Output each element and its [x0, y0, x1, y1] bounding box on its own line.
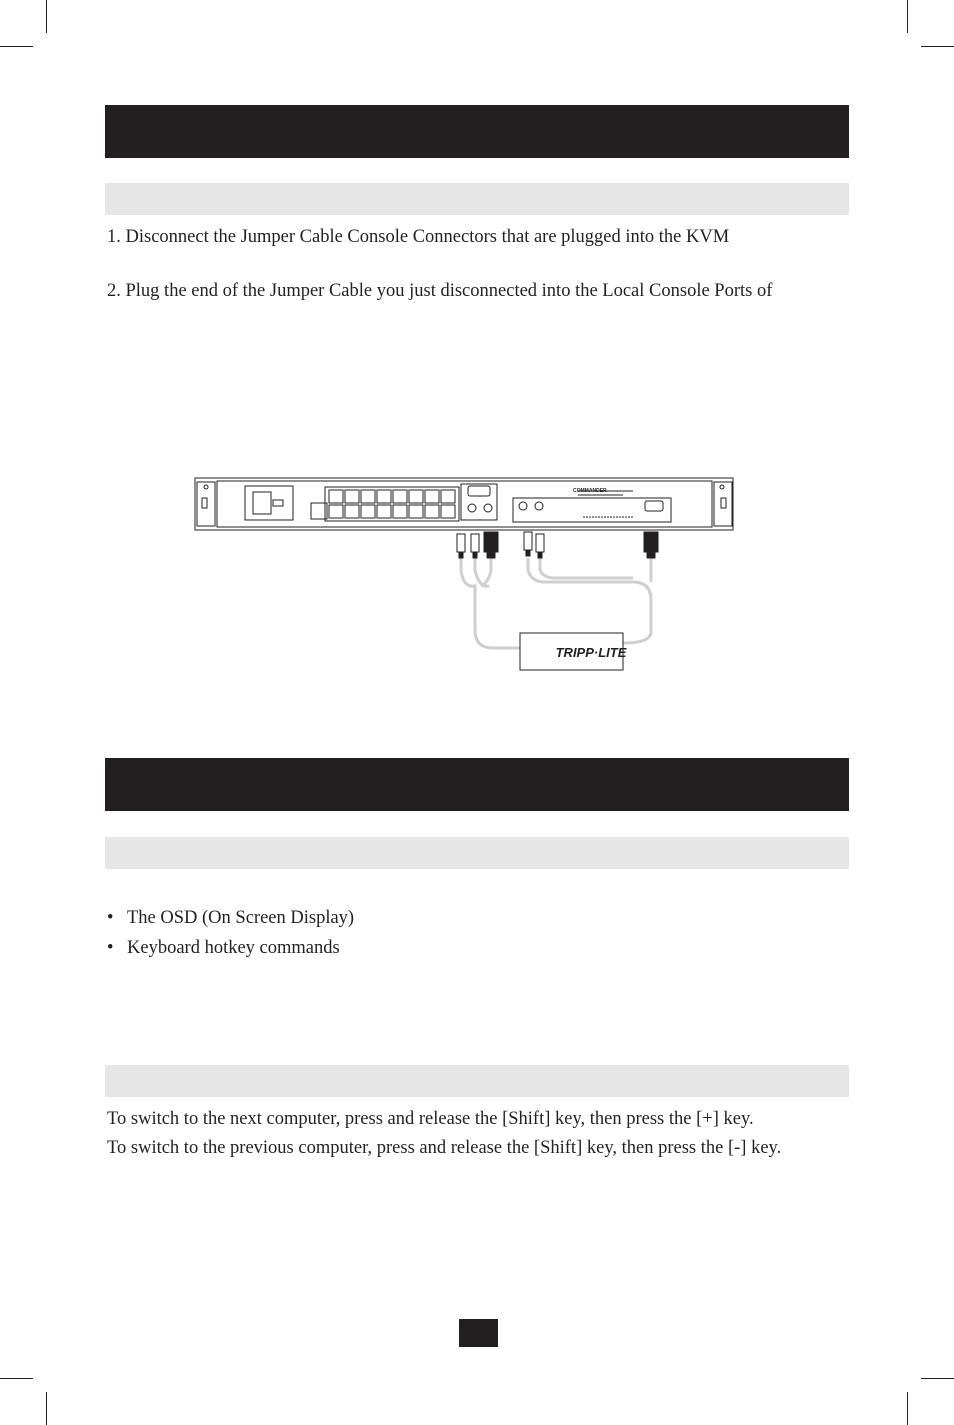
crop-mark [0, 46, 33, 47]
bullet-glyph: • [107, 938, 114, 958]
section-header-bar [105, 758, 849, 811]
list-item [107, 906, 354, 930]
list-item-text: The OSD (On Screen Display) [127, 908, 355, 928]
crop-mark [907, 1392, 908, 1425]
kvm-connection-diagram [193, 470, 738, 680]
step-2-text: 2. Plug the end of the Jumper Cable you just disconnected into the Local Console Ports of [107, 281, 773, 301]
hotkey-previous-text: To switch to the previous computer, press and release the [Shift] key, then press the [-] key. [107, 1138, 782, 1158]
crop-mark [46, 0, 47, 33]
crop-mark [46, 1392, 47, 1425]
step-1-text: 1. Disconnect the Jumper Cable Console Connectors that are plugged into the KVM [107, 227, 730, 247]
crop-mark [921, 46, 954, 47]
bullet-glyph: • [107, 908, 114, 928]
device-brand-label: COMMANDER [573, 488, 607, 494]
cable-connectors [457, 532, 658, 558]
subsection-header-bar [105, 837, 849, 869]
rack-chassis [195, 478, 733, 530]
list-item-text: Keyboard hotkey commands [127, 938, 340, 958]
crop-mark [0, 1378, 33, 1379]
tripp-lite-logo: TRIPP·LITE [555, 645, 627, 660]
subsection-header-bar [105, 1065, 849, 1097]
subsection-header-bar [105, 183, 849, 215]
page-number-block [459, 1319, 498, 1347]
section-header-bar [105, 105, 849, 158]
hotkey-next-text: To switch to the next computer, press and release the [Shift] key, then press the [+] key. [107, 1109, 754, 1129]
crop-mark [921, 1378, 954, 1379]
list-item [107, 936, 340, 960]
crop-mark [907, 0, 908, 33]
